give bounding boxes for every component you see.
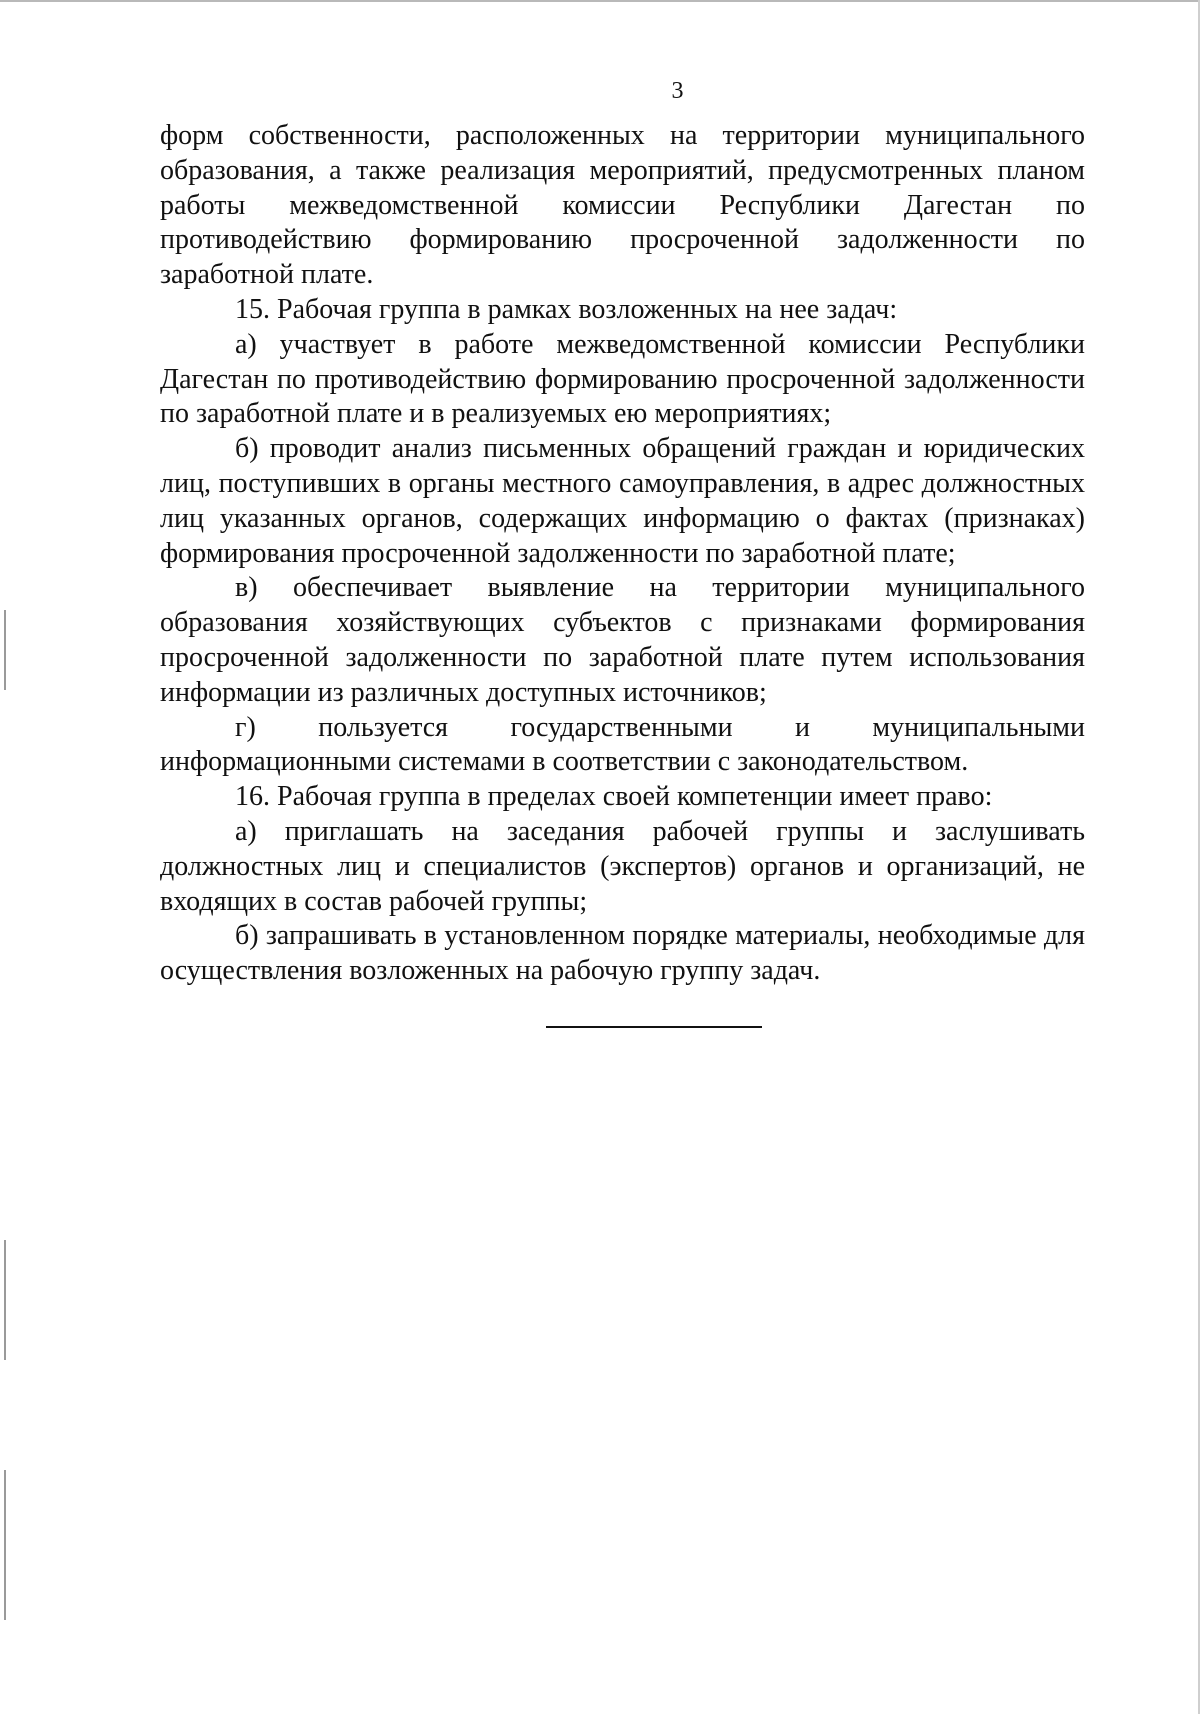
- scan-left-mark: [4, 1470, 6, 1620]
- paragraph-15-b: б) проводит анализ письменных обращений граждан и юридических лиц, поступивших в органы местного самоуправления, в адрес должностных лиц указанных органов, содержащих информацию о фактах (признаках) формирования просроченной задолженности по заработной плате;: [160, 433, 1085, 569]
- paragraph-16-a: а) приглашать на заседания рабочей группы и заслушивать должностных лиц и специалистов (экспертов) органов и организаций, не входящих в состав рабочей группы;: [160, 815, 1085, 917]
- paragraph-15: 15. Рабочая группа в рамках возложенных на нее задач:: [235, 293, 898, 325]
- paragraph-16-b: б) запрашивать в установленном порядке материалы, необходимые для осуществления возложенных на рабочую группу задач.: [160, 920, 1085, 987]
- scan-left-mark: [4, 610, 6, 690]
- end-rule: [546, 1026, 762, 1028]
- paragraph-continuation: форм собственности, расположенных на территории муниципального образования, а также реализация мероприятий, предусмотренных планом работы межведомственной комиссии Республики Дагестан по противодействию формированию просроченной задолженности по заработной плате.: [160, 120, 1085, 291]
- document-body: [160, 119, 1085, 989]
- scan-left-mark: [4, 1240, 6, 1360]
- paragraph-16: 16. Рабочая группа в пределах своей компетенции имеет право:: [235, 781, 993, 813]
- paragraph-15-v: в) обеспечивает выявление на территории муниципального образования хозяйствующих субъектов с признаками формирования просроченной задолженности по заработной плате путем использования информации из различных доступных источников;: [160, 572, 1085, 708]
- paragraph-15-a: а) участвует в работе межведомственной комиссии Республики Дагестан по противодействию формированию просроченной задолженности по заработной плате и в реализуемых ею мероприятиях;: [160, 328, 1085, 430]
- page-number: 3: [671, 78, 684, 104]
- scan-top-edge: [0, 0, 1200, 2]
- paragraph-15-g: г) пользуется государственными и муниципальными информационными системами в соответствии с законодательством.: [160, 711, 1085, 778]
